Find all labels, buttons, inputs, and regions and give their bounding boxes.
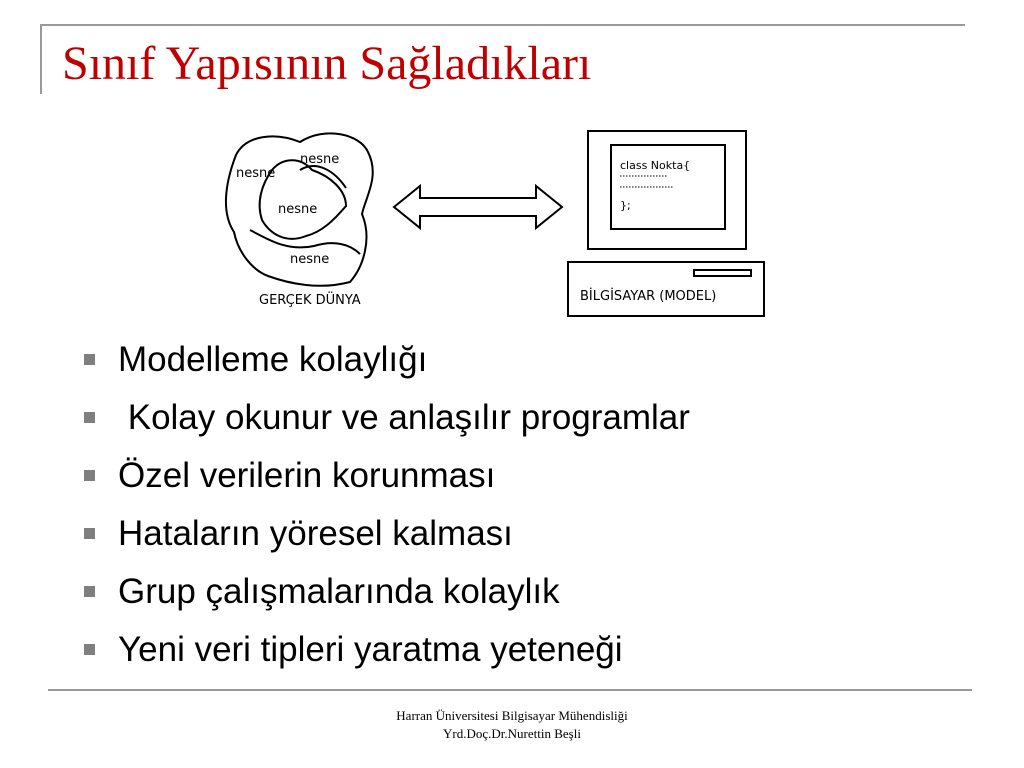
nesne-label-4: nesne	[290, 252, 330, 267]
footer-institution: Harran Üniversitesi Bilgisayar Mühendisliği	[396, 708, 628, 723]
bullet-square-icon	[84, 586, 95, 597]
double-arrow-icon	[394, 186, 562, 228]
bullet-square-icon	[84, 354, 95, 365]
footer-rule	[48, 689, 972, 691]
real-world-vs-computer-diagram	[0, 0, 1024, 330]
nesne-label-1: nesne	[236, 166, 276, 181]
bullet-square-icon	[84, 412, 95, 423]
bullet-square-icon	[84, 528, 95, 539]
computer-monitor-icon	[588, 131, 746, 249]
bullet-square-icon	[84, 470, 95, 481]
code-line-class: class Nokta{	[620, 159, 691, 172]
code-line-close: };	[620, 199, 631, 212]
nesne-label-2: nesne	[300, 152, 340, 167]
real-world-caption: GERÇEK DÜNYA	[259, 293, 361, 308]
computer-caption: BİLGİSAYAR (MODEL)	[580, 289, 717, 304]
footer-author: Yrd.Doç.Dr.Nurettin Beşli	[443, 726, 581, 741]
slide-title: Sınıf Yapısının Sağladıkları	[62, 37, 592, 90]
bullet-square-icon	[84, 644, 95, 655]
nesne-label-3: nesne	[278, 202, 318, 217]
footer	[300, 707, 724, 743]
